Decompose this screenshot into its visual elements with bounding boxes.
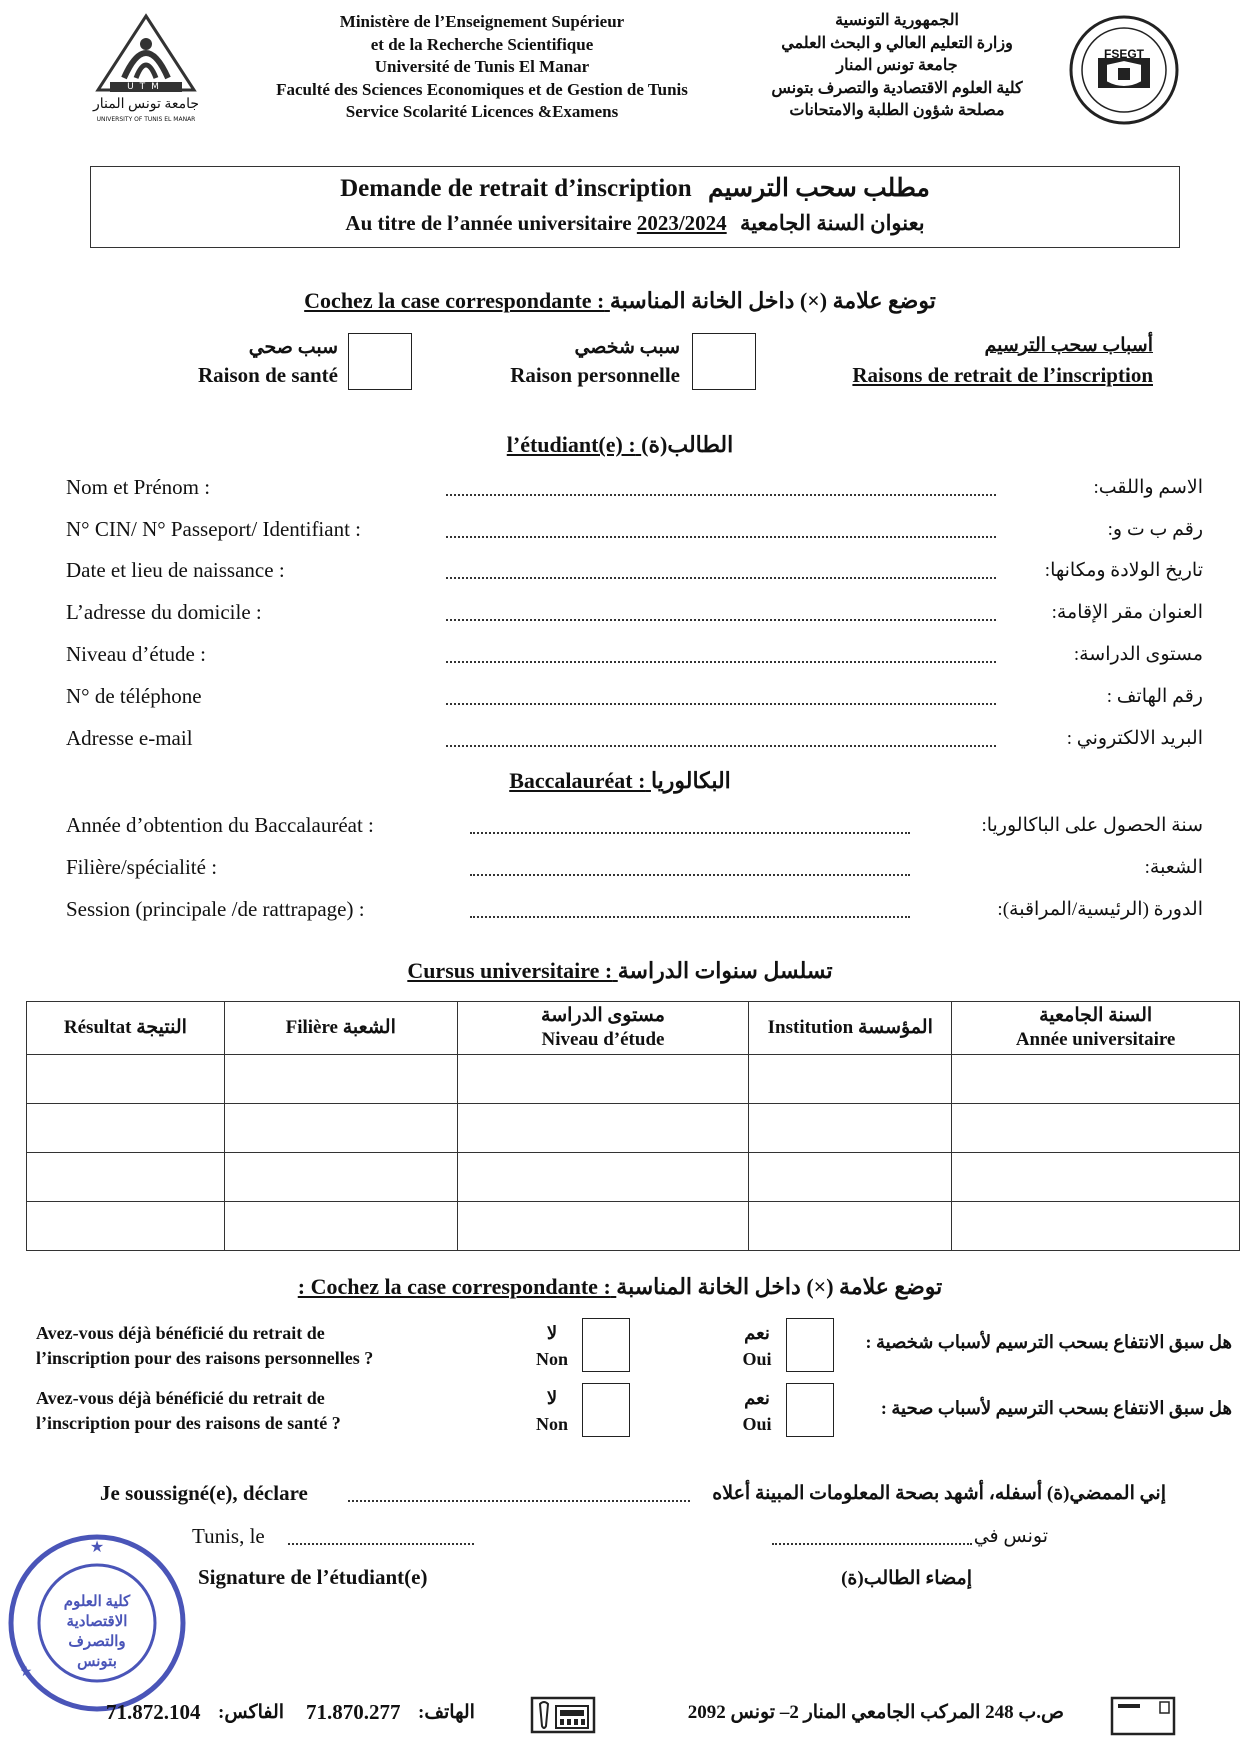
field-label-ar: تاريخ الولادة ومكانها: bbox=[1044, 560, 1203, 581]
q1-no-checkbox[interactable] bbox=[582, 1318, 630, 1372]
col-header-filiere: Filière الشعبة bbox=[224, 1002, 457, 1055]
header-ar-line: جامعة تونس المنار bbox=[836, 57, 958, 74]
utm-ar-name: جامعة تونس المنار bbox=[92, 97, 200, 112]
header-fr-line: Ministère de l’Enseignement Supérieur bbox=[339, 12, 625, 31]
col-header-year: السنة الجامعية Année universitaire bbox=[952, 1002, 1240, 1055]
header-fr-block bbox=[232, 11, 732, 124]
fsegt-logo bbox=[1068, 14, 1180, 126]
signature-ar: إمضاء الطالب(ة) bbox=[841, 1568, 972, 1589]
table-cell[interactable] bbox=[27, 1202, 225, 1251]
title-fr: Demande de retrait d’inscription bbox=[340, 175, 692, 202]
bac-label-fr: Année d’obtention du Baccalauréat : bbox=[66, 813, 374, 837]
table-cell[interactable] bbox=[952, 1104, 1240, 1153]
col-header-result: Résultat النتيجة bbox=[27, 1002, 225, 1055]
header-ar-line: الجمهورية التونسية bbox=[835, 12, 959, 29]
q2-no-checkbox[interactable] bbox=[582, 1383, 630, 1437]
table-cell[interactable] bbox=[224, 1055, 457, 1104]
field-label-fr: Nom et Prénom : bbox=[66, 475, 211, 499]
student-heading bbox=[0, 432, 1240, 458]
table-cell[interactable] bbox=[27, 1055, 225, 1104]
utm-logo bbox=[84, 8, 208, 130]
reasons-heading-fr: Raisons de retrait de l’inscription bbox=[852, 363, 1153, 387]
field-label-fr: Adresse e-mail bbox=[66, 726, 193, 750]
q2-ar: هل سبق الانتفاع بسحب الترسيم لأسباب صحية : bbox=[880, 1398, 1232, 1418]
field-label-fr: N° CIN/ N° Passeport/ Identifiant : bbox=[66, 517, 362, 541]
declaration-ar: إني الممضي(ة) أسفله، أشهد بصحة المعلومات المبينة أعلاه bbox=[712, 1483, 1166, 1504]
level-input-line[interactable] bbox=[446, 661, 996, 663]
student-heading-fr: l’étudiant(e) : bbox=[506, 432, 636, 457]
col-header-niveau: مستوى الدراسة Niveau d’étude bbox=[457, 1002, 749, 1055]
q1-yes-label: نعم Oui bbox=[742, 1323, 772, 1369]
col-header-institution: Institution المؤسسة bbox=[749, 1002, 952, 1055]
table-cell[interactable] bbox=[952, 1202, 1240, 1251]
table-cell[interactable] bbox=[457, 1104, 749, 1153]
field-label-fr: N° de téléphone bbox=[66, 684, 202, 708]
q2-fr bbox=[36, 1386, 341, 1436]
year-value: 2023/2024 bbox=[636, 211, 727, 235]
field-label-fr: L’adresse du domicile : bbox=[66, 600, 262, 624]
utm-en-name: UNIVERSITY OF TUNIS EL MANAR bbox=[96, 116, 196, 123]
fax-label: الفاكس: bbox=[218, 1702, 285, 1723]
personal-reason-checkbox[interactable] bbox=[692, 333, 756, 390]
q1-fr-line: l’inscription pour des raisons personnelles ? bbox=[36, 1348, 374, 1368]
title-box bbox=[90, 166, 1180, 248]
table-cell[interactable] bbox=[457, 1202, 749, 1251]
health-reason-checkbox[interactable] bbox=[348, 333, 412, 390]
bac-label-fr: Filière/spécialité : bbox=[66, 855, 218, 879]
q2-fr-line: Avez-vous déjà bénéficié du retrait de bbox=[36, 1388, 325, 1408]
previous-instruction-ar: توضع علامة (×) داخل الخانة المناسبة bbox=[616, 1274, 943, 1299]
year-fr: Au titre de l’année universitaire bbox=[345, 211, 632, 235]
reasons-instruction-fr: Cochez la case correspondante : bbox=[304, 288, 605, 313]
header-fr-line: et de la Recherche Scientifique bbox=[370, 34, 594, 54]
table-cell[interactable] bbox=[749, 1153, 952, 1202]
official-stamp bbox=[4, 1530, 190, 1716]
place-fr: Tunis, le bbox=[192, 1524, 265, 1548]
utm-letters: UTM bbox=[127, 82, 165, 92]
header-ar-line: وزارة التعليم العالي و البحث العلمي bbox=[781, 34, 1013, 52]
table-cell[interactable] bbox=[27, 1153, 225, 1202]
q1-no-label: لا Non bbox=[535, 1323, 568, 1369]
reasons-instruction bbox=[0, 288, 1240, 314]
reasons-heading-ar: أسباب سحب الترسيم bbox=[984, 335, 1153, 356]
field-label-fr: Date et lieu de naissance : bbox=[66, 558, 285, 582]
q1-ar: هل سبق الانتفاع بسحب الترسيم لأسباب شخصية : bbox=[865, 1332, 1232, 1352]
place-ar: تونس في bbox=[973, 1526, 1048, 1547]
field-label-ar: العنوان مقر الإقامة: bbox=[1051, 602, 1203, 623]
bac-year-input-line[interactable] bbox=[470, 832, 910, 834]
table-cell[interactable] bbox=[224, 1153, 457, 1202]
postal-address: ص.ب 248 المركب الجامعي المنار 2– تونس 2092 bbox=[687, 1702, 1064, 1723]
cursus-heading-fr: Cursus universitaire : bbox=[407, 958, 613, 983]
signature-fr: Signature de l’étudiant(e) bbox=[198, 1565, 428, 1589]
year-line bbox=[91, 211, 1179, 236]
previous-instruction-fr: : Cochez la case correspondante : bbox=[297, 1274, 611, 1299]
phone-value: 71.870.277 bbox=[306, 1700, 401, 1724]
header-ar-line: كلية العلوم الاقتصادية والتصرف بتونس bbox=[771, 79, 1023, 97]
fsegt-seal-icon bbox=[1068, 14, 1180, 126]
address-input-line[interactable] bbox=[446, 619, 996, 621]
header-fr-line: Université de Tunis El Manar bbox=[374, 57, 590, 76]
q1-yes-checkbox[interactable] bbox=[786, 1318, 834, 1372]
table-row bbox=[27, 1104, 1240, 1153]
cursus-heading-ar: تسلسل سنوات الدراسة bbox=[617, 958, 833, 983]
health-reason-fr: Raison de santé bbox=[197, 363, 338, 387]
field-label-ar: رقم ب ت و: bbox=[1107, 519, 1203, 540]
table-cell[interactable] bbox=[224, 1104, 457, 1153]
personal-reason-fr: Raison personnelle bbox=[510, 363, 680, 387]
q1-fr bbox=[36, 1321, 373, 1371]
phone-label: الهاتف: bbox=[418, 1702, 475, 1723]
cursus-header-row bbox=[27, 1002, 1240, 1055]
table-cell[interactable] bbox=[749, 1202, 952, 1251]
field-label-fr: Niveau d’étude : bbox=[66, 642, 206, 666]
table-cell[interactable] bbox=[952, 1055, 1240, 1104]
personal-reason-ar: سبب شخصي bbox=[574, 337, 680, 358]
table-row bbox=[27, 1202, 1240, 1251]
bac-heading-ar: البكالوريا bbox=[650, 768, 731, 793]
bac-label-ar: الشعبة: bbox=[1144, 857, 1203, 878]
table-cell[interactable] bbox=[224, 1202, 457, 1251]
declaration-input-line[interactable] bbox=[348, 1500, 690, 1502]
table-row bbox=[27, 1055, 1240, 1104]
q2-yes-label: نعم Oui bbox=[742, 1388, 772, 1434]
student-heading-ar: الطالب(ة) bbox=[641, 432, 734, 457]
table-cell[interactable] bbox=[952, 1153, 1240, 1202]
field-label-ar: مستوى الدراسة: bbox=[1073, 644, 1203, 665]
header-fr-line: Service Scolarité Licences &Examens bbox=[345, 102, 619, 121]
svg-text:★: ★ bbox=[89, 1537, 105, 1556]
reasons-instruction-ar: توضع علامة (×) داخل الخانة المناسبة bbox=[609, 288, 936, 313]
birth-input-line[interactable] bbox=[446, 577, 996, 579]
health-reason-ar: سبب صحي bbox=[248, 337, 338, 358]
envelope-icon bbox=[1110, 1696, 1176, 1736]
field-label-ar: البريد الالكتروني : bbox=[1066, 728, 1203, 749]
phone-input-line[interactable] bbox=[446, 703, 996, 705]
cin-input-line[interactable] bbox=[446, 536, 996, 538]
email-input-line[interactable] bbox=[446, 745, 996, 747]
title-line bbox=[91, 173, 1179, 203]
bac-heading bbox=[0, 768, 1240, 794]
fsegt-label: FSEGT bbox=[1103, 47, 1144, 61]
header-ar-line: مصلحة شؤون الطلبة والامتحانات bbox=[789, 102, 1005, 119]
stamp-text: كلية العلوم الاقتصادية والتصرف بتونس bbox=[63, 1594, 131, 1670]
table-cell[interactable] bbox=[749, 1104, 952, 1153]
bac-label-ar: الدورة (الرئيسية/المراقبة): bbox=[997, 899, 1203, 920]
table-cell[interactable] bbox=[749, 1055, 952, 1104]
table-row bbox=[27, 1153, 1240, 1202]
fax-value: 71.872.104 bbox=[106, 1700, 201, 1724]
date-ar-input-line[interactable] bbox=[772, 1543, 972, 1545]
field-label-ar: الاسم واللقب: bbox=[1093, 477, 1203, 498]
bac-label-fr: Session (principale /de rattrapage) : bbox=[66, 897, 365, 921]
q2-fr-line: l’inscription pour des raisons de santé ? bbox=[36, 1413, 341, 1433]
bac-heading-fr: Baccalauréat : bbox=[509, 768, 646, 793]
q2-no-label: لا Non bbox=[535, 1388, 568, 1434]
declaration-fr: Je soussigné(e), déclare bbox=[100, 1481, 308, 1505]
cursus-heading bbox=[0, 958, 1240, 984]
date-fr-input-line[interactable] bbox=[288, 1543, 474, 1545]
q1-fr-line: Avez-vous déjà bénéficié du retrait de bbox=[36, 1323, 325, 1343]
year-ar: بعنوان السنة الجامعية bbox=[739, 211, 925, 235]
q2-yes-checkbox[interactable] bbox=[786, 1383, 834, 1437]
field-label-ar: رقم الهاتف : bbox=[1106, 686, 1203, 707]
header-fr-line: Faculté des Sciences Economiques et de Gestion de Tunis bbox=[276, 79, 688, 99]
fax-machine-icon bbox=[530, 1696, 596, 1734]
bac-label-ar: سنة الحصول على الباكالوريا: bbox=[981, 815, 1203, 836]
name-input-line[interactable] bbox=[446, 494, 996, 496]
table-cell[interactable] bbox=[27, 1104, 225, 1153]
header-ar-block bbox=[752, 10, 1042, 123]
table-cell[interactable] bbox=[457, 1055, 749, 1104]
svg-text:★: ★ bbox=[19, 1664, 33, 1680]
bac-speciality-input-line[interactable] bbox=[470, 874, 910, 876]
table-cell[interactable] bbox=[457, 1153, 749, 1202]
cursus-table bbox=[26, 1001, 1240, 1251]
bac-session-input-line[interactable] bbox=[470, 916, 910, 918]
previous-instruction bbox=[0, 1274, 1240, 1300]
title-ar: مطلب سحب الترسيم bbox=[707, 175, 930, 202]
